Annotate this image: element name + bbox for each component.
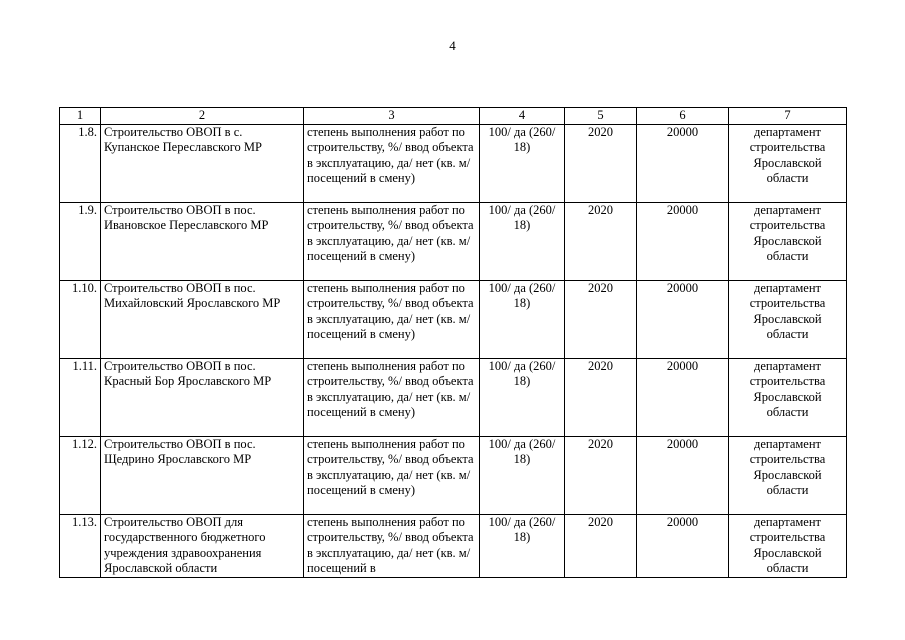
executor: департамент строительства Ярославской области [729, 124, 847, 202]
table-row [60, 202, 847, 280]
indicator-value: 100/ да (260/ 18) [480, 514, 565, 577]
indicator: степень выполнения работ по строительству, %/ ввод объекта в эксплуатацию, да/ нет (кв. м/ посещений в смену) [304, 202, 480, 280]
measure-name: Строительство ОВОП в пос. Ивановское Переславского МР [101, 202, 304, 280]
amount: 20000 [637, 358, 729, 436]
row-number: 1.9. [60, 202, 101, 280]
year: 2020 [565, 124, 637, 202]
indicator [304, 514, 480, 577]
row-number: 1.13. [60, 514, 101, 577]
measure-name: Строительство ОВОП в пос. Красный Бор Ярославского МР [101, 358, 304, 436]
executor: департамент строительства Ярославской области [729, 280, 847, 358]
year: 2020 [565, 202, 637, 280]
amount: 20000 [637, 514, 729, 577]
indicator: степень выполнения работ по строительству, %/ ввод объекта в эксплуатацию, да/ нет (кв. м/ посещений в смену) [304, 280, 480, 358]
table-row [60, 280, 847, 358]
amount: 20000 [637, 202, 729, 280]
year: 2020 [565, 436, 637, 514]
row-number: 1.11. [60, 358, 101, 436]
year: 2020 [565, 514, 637, 577]
year: 2020 [565, 358, 637, 436]
header-col-7: 7 [729, 108, 847, 125]
header-col-1: 1 [60, 108, 101, 125]
table-row [60, 124, 847, 202]
header-col-6: 6 [637, 108, 729, 125]
row-number: 1.12. [60, 436, 101, 514]
indicator: степень выполнения работ по строительству, %/ ввод объекта в эксплуатацию, да/ нет (кв. м/ посещений в смену) [304, 358, 480, 436]
row-number: 1.8. [60, 124, 101, 202]
table-row [60, 514, 847, 577]
executor: департамент строительства Ярославской области [729, 436, 847, 514]
executor: департамент строительства Ярославской области [729, 358, 847, 436]
header-col-2: 2 [101, 108, 304, 125]
header-col-5: 5 [565, 108, 637, 125]
indicator-value: 100/ да (260/ 18) [480, 124, 565, 202]
row-number: 1.10. [60, 280, 101, 358]
page-number: 4 [449, 38, 456, 53]
indicator-value: 100/ да (260/ 18) [480, 358, 565, 436]
indicator: степень выполнения работ по строительству, %/ ввод объекта в эксплуатацию, да/ нет (кв. м/ посещений в смену) [304, 436, 480, 514]
year: 2020 [565, 280, 637, 358]
amount: 20000 [637, 124, 729, 202]
executor: департамент строительства Ярославской области [729, 202, 847, 280]
indicator: степень выполнения работ по строительству, %/ ввод объекта в эксплуатацию, да/ нет (кв. м/ посещений в смену) [304, 124, 480, 202]
header-col-3: 3 [304, 108, 480, 125]
measures-table [59, 107, 847, 578]
measure-name: Строительство ОВОП в пос. Щедрино Ярославского МР [101, 436, 304, 514]
measure-name: Строительство ОВОП в пос. Михайловский Ярославского МР [101, 280, 304, 358]
indicator-text: степень выполнения работ по строительству, %/ ввод объекта в эксплуатацию, да/ нет (кв. м/ посещений в [307, 514, 474, 575]
table-row [60, 358, 847, 436]
amount: 20000 [637, 436, 729, 514]
indicator-value: 100/ да (260/ 18) [480, 436, 565, 514]
amount: 20000 [637, 280, 729, 358]
header-col-4: 4 [480, 108, 565, 125]
measure-name: Строительство ОВОП в с. Купанское Переславского МР [101, 124, 304, 202]
table-row [60, 436, 847, 514]
header-row [60, 108, 847, 125]
executor: департамент строительства Ярославской области [729, 514, 847, 577]
measure-name: Строительство ОВОП для государственного бюджетного учреждения здравоохранения Ярославской области [101, 514, 304, 577]
indicator-value: 100/ да (260/ 18) [480, 280, 565, 358]
indicator-value: 100/ да (260/ 18) [480, 202, 565, 280]
